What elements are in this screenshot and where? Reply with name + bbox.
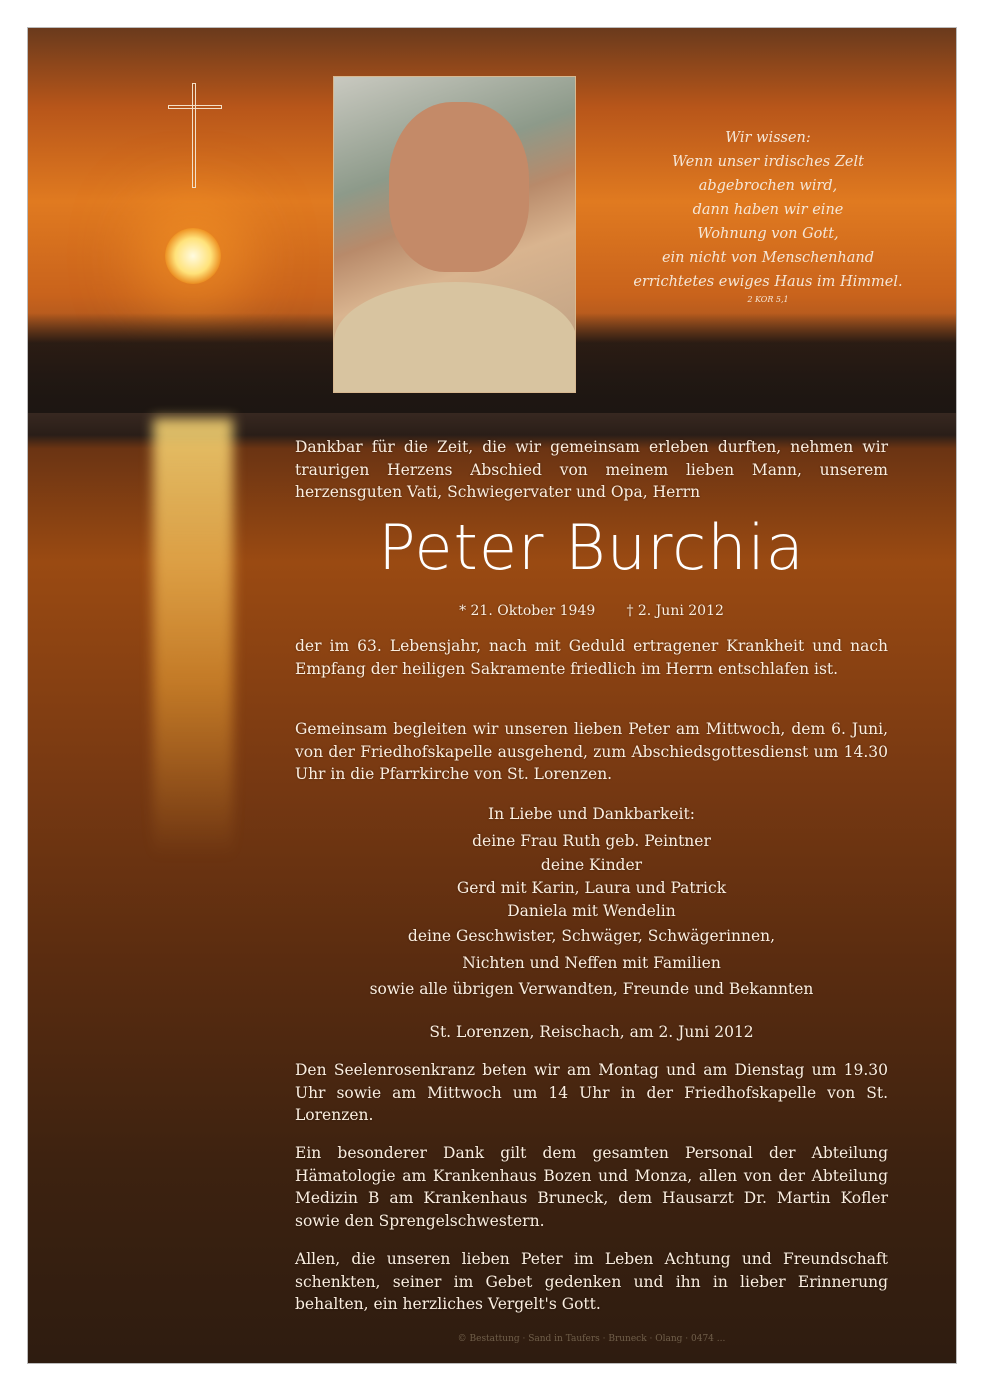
passing-text: der im 63. Lebensjahr, nach mit Geduld ertragener Krankheit und nach Empfang der heiligen Sakramente friedlich im Herrn entschlafen ist.: [295, 637, 888, 678]
mourner-line: Daniela mit Wendelin: [507, 902, 676, 920]
mourner-line: deine Geschwister, Schwäger, Schwägerinnen,: [407, 927, 776, 945]
obituary-card: [27, 27, 957, 1364]
quote-line: Wir wissen:: [725, 130, 811, 146]
mourner-line: Nichten und Neffen mit Familien: [462, 953, 721, 972]
quote-line: Wohnung von Gott,: [697, 226, 839, 242]
quote-line: ein nicht von Menschenhand: [661, 250, 875, 266]
death-date: † 2. Juni 2012: [626, 603, 724, 619]
bible-quote: [608, 126, 928, 306]
closing-text: Allen, die unseren lieben Peter im Leben Achtung und Freundschaft schenkten, seiner im Gebet gedenken und ihn in lieber Erinnerung behalten, ein herzliches Vergelt's Gott.: [295, 1250, 888, 1313]
intro-text: Dankbar für die Zeit, die wir gemeinsam erleben durften, nehmen wir traurigen Herzens Abschied von meinem lieben Mann, unserem herzensguten Vati, Schwiegervater und Opa, Herrn: [295, 438, 888, 501]
sun-image: [165, 228, 221, 284]
mourners-list: [295, 801, 888, 1003]
mourner-line: deine Frau Ruth geb. Peintner: [472, 831, 711, 850]
life-dates: [295, 600, 888, 623]
portrait-photo: [333, 76, 576, 393]
birth-date: * 21. Oktober 1949: [459, 603, 596, 619]
mourner-line: Gerd mit Karin, Laura und Patrick: [456, 879, 727, 897]
quote-line: Wenn unser irdisches Zelt: [672, 154, 864, 170]
quote-line: errichtetes ewiges Haus im Himmel.: [633, 274, 903, 290]
mourner-line: deine Kinder: [540, 856, 643, 874]
thanks-text: Ein besonderer Dank gilt dem gesamten Personal der Abteilung Hämatologie am Krankenhaus Bozen und Monza, allen von der Abteilung Medizin B am Krankenhaus Bruneck, dem Hausarzt Dr. Martin Kofler sowie den Sprengelschwestern.: [295, 1144, 888, 1230]
cross-icon: [168, 83, 222, 188]
quote-line: dann haben wir eine: [692, 202, 844, 218]
rosary-text: Den Seelenrosenkranz beten wir am Montag und am Dienstag um 19.30 Uhr sowie am Mittwoch um 14 Uhr in der Friedhofskapelle von St. Lorenzen.: [295, 1061, 888, 1124]
footer-credit: © Bestattung · Sand in Taufers · Bruneck · Olang · 0474 ...: [457, 1334, 726, 1344]
mourner-line: In Liebe und Dankbarkeit:: [488, 805, 695, 823]
place-date: St. Lorenzen, Reischach, am 2. Juni 2012: [429, 1023, 754, 1041]
funeral-text: Gemeinsam begleiten wir unseren lieben Peter am Mittwoch, dem 6. Juni, von der Friedhofskapelle ausgehend, zum Abschiedsgottesdienst um 14.30 Uhr in die Pfarrkirche von St. Lorenzen.: [295, 720, 888, 783]
mourner-line: sowie alle übrigen Verwandten, Freunde und Bekannten: [369, 980, 814, 998]
quote-reference: 2 KOR 5,1: [747, 295, 789, 304]
deceased-name: Peter Burchia: [378, 511, 805, 584]
sun-reflection: [153, 418, 233, 858]
quote-line: abgebrochen wird,: [698, 178, 838, 194]
